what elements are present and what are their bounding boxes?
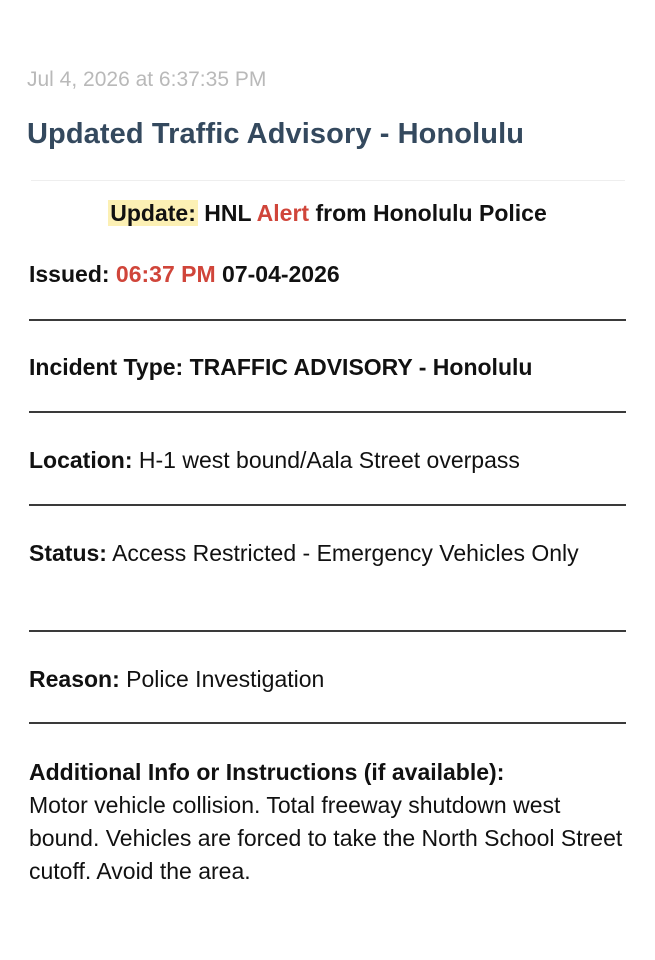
status-field	[29, 537, 626, 570]
divider	[29, 630, 626, 632]
incident-type: Incident Type: TRAFFIC ADVISORY - Honolulu	[29, 354, 533, 380]
issued-label: Issued:	[29, 261, 110, 287]
reason-label: Reason:	[29, 666, 120, 692]
location-label: Location:	[29, 447, 133, 473]
headline-source: from Honolulu Police	[315, 200, 547, 226]
status-value: Access Restricted - Emergency Vehicles Only	[112, 540, 579, 566]
additional-info-field	[29, 756, 626, 888]
reason-field	[29, 663, 626, 696]
location-value: H-1 west bound/Aala Street overpass	[138, 447, 520, 473]
message-title: Updated Traffic Advisory - Honolulu	[27, 118, 525, 150]
divider	[29, 722, 626, 724]
update-label: Update:	[110, 200, 196, 226]
additional-info-value: Motor vehicle collision. Total freeway shutdown west bound. Vehicles are forced to take the North School Street cutoff. Avoid the area.	[29, 792, 623, 884]
reason-value: Police Investigation	[126, 666, 325, 692]
status-label: Status:	[29, 540, 107, 566]
location-field	[29, 444, 626, 477]
alert-headline	[0, 200, 655, 227]
divider	[29, 319, 626, 321]
alert-word: Alert	[256, 200, 310, 226]
issued-date: 07-04-2026	[222, 261, 340, 287]
hnl-label: HNL	[204, 200, 252, 226]
divider	[29, 411, 626, 413]
additional-info-label: Additional Info or Instructions (if available):	[29, 759, 505, 785]
title-divider	[31, 180, 625, 181]
issued-line	[29, 261, 340, 288]
issued-time: 06:37 PM	[115, 261, 216, 287]
message-timestamp: Jul 4, 2026 at 6:37:35 PM	[27, 68, 267, 91]
divider	[29, 504, 626, 506]
